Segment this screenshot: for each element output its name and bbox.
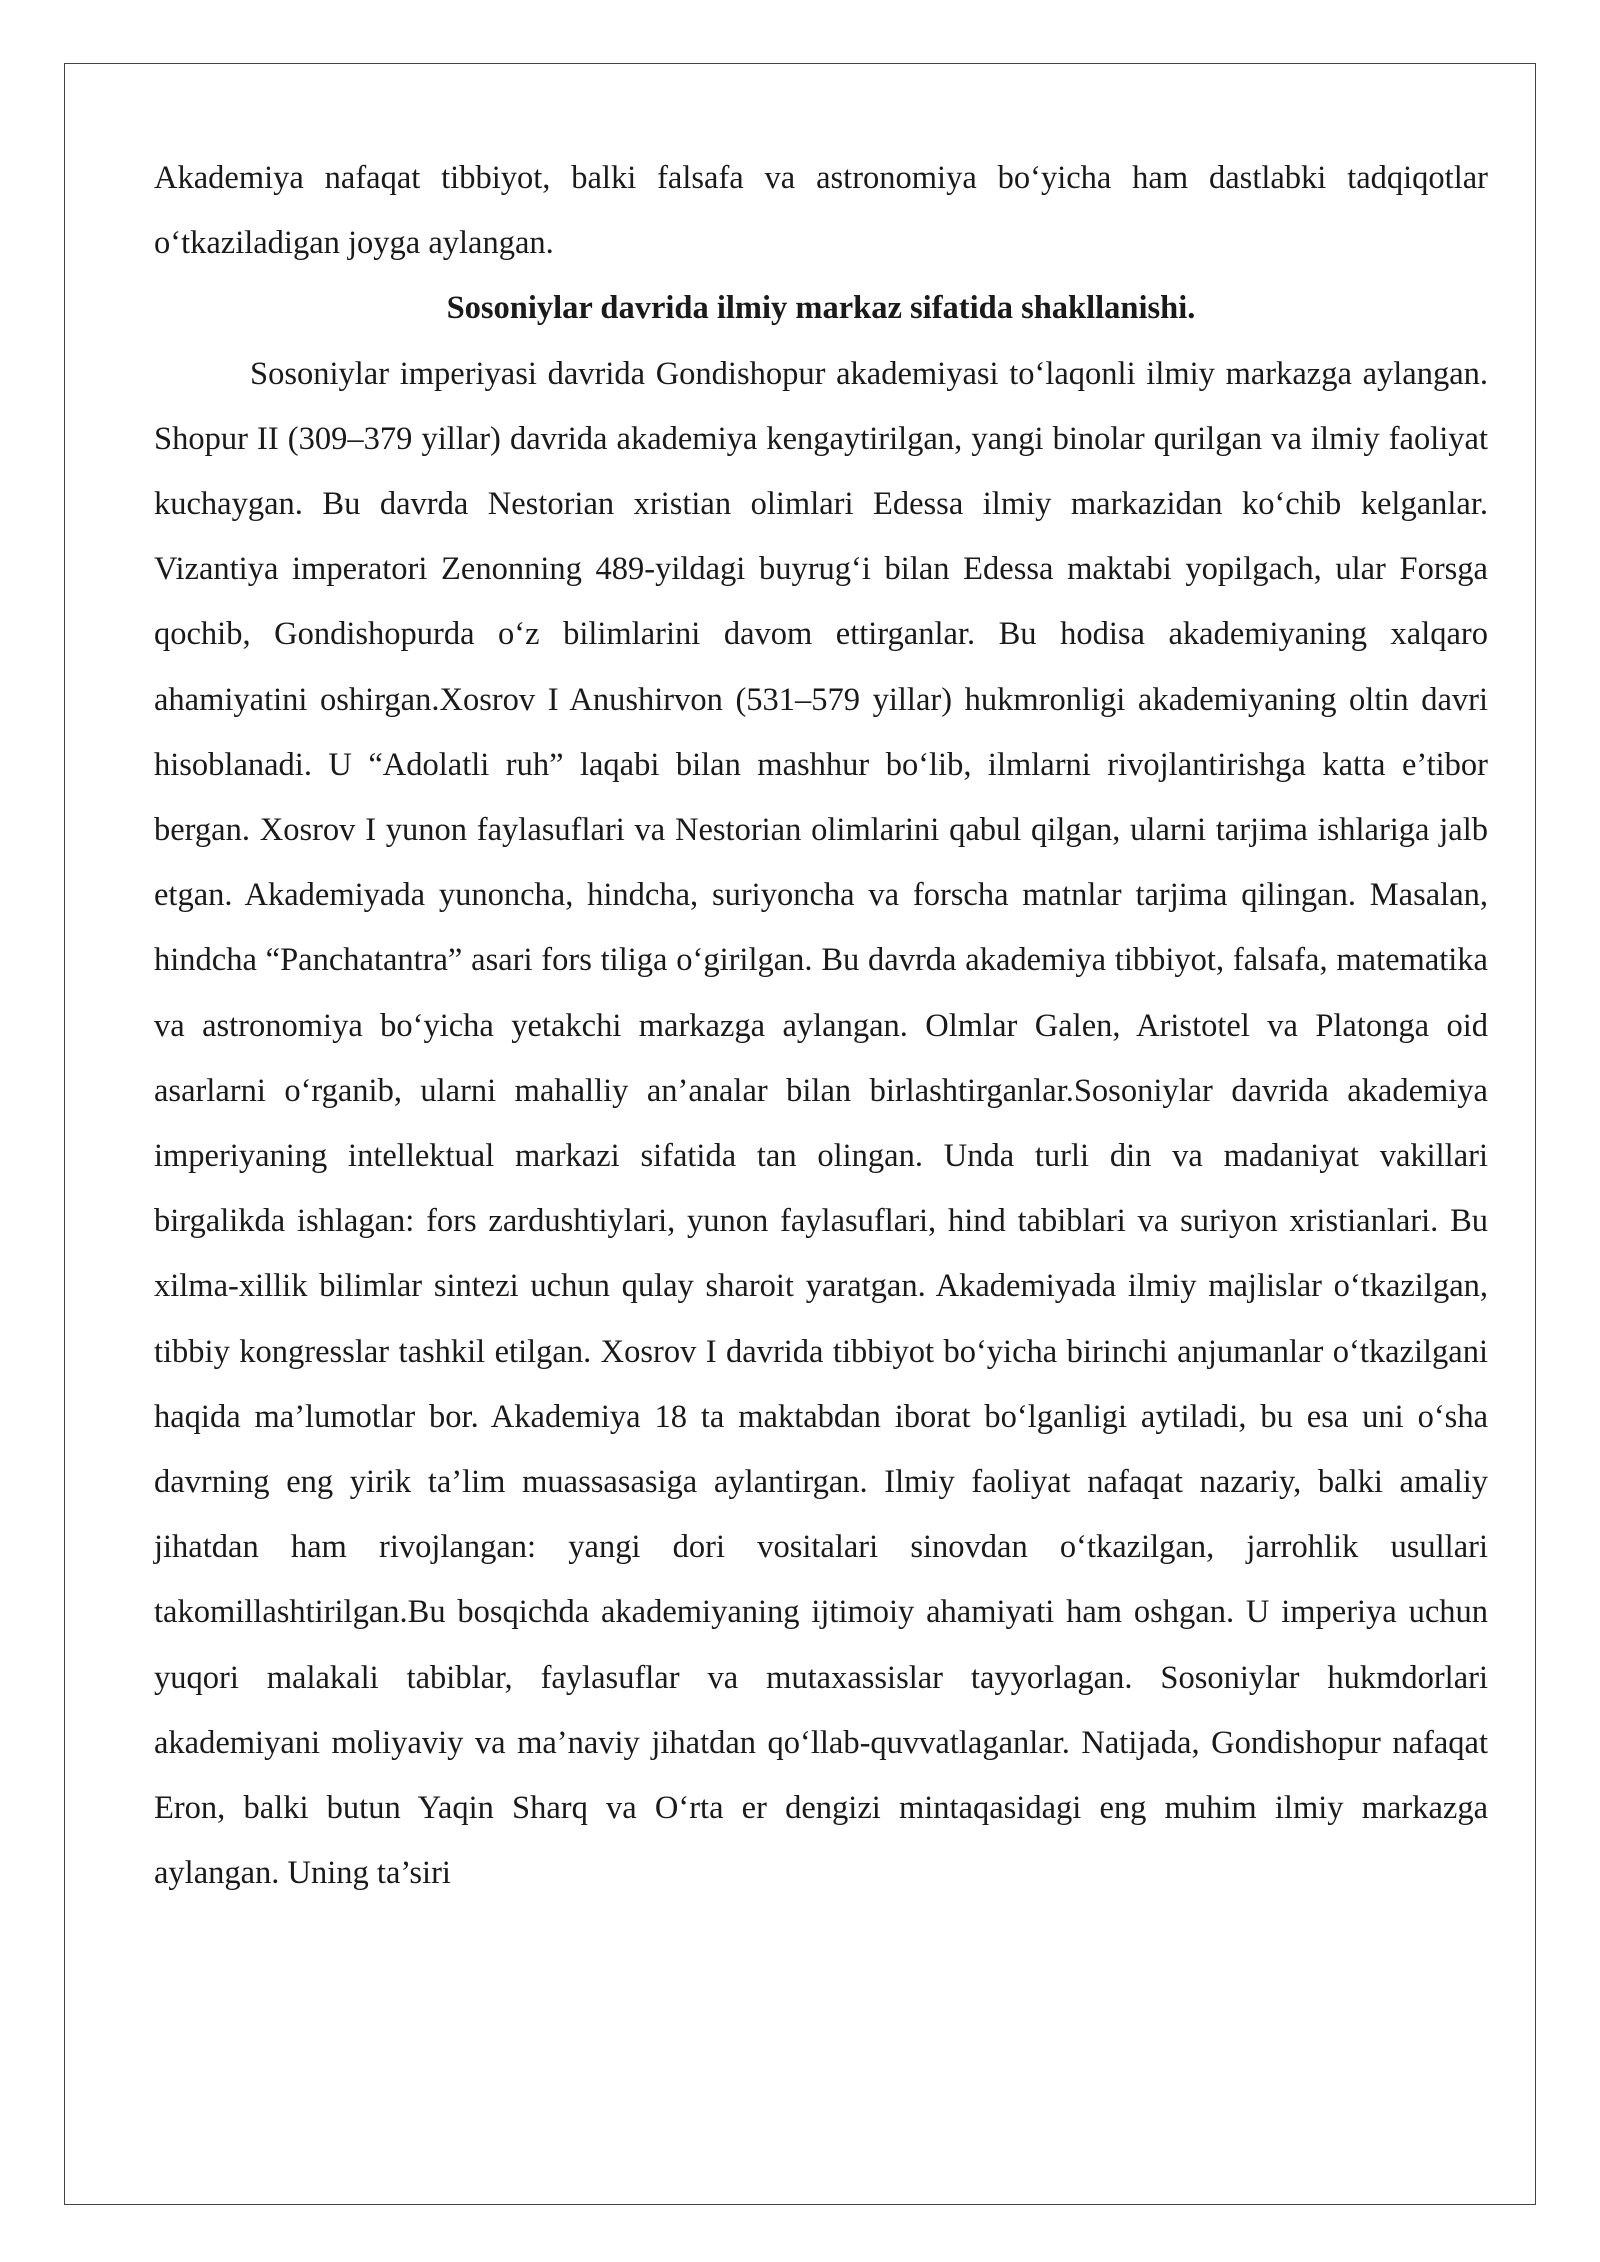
continued-paragraph: Akademiya nafaqat tibbiyot, balki falsafa va astronomiya bo‘yicha ham dastlabki tadqiqotlar o‘tkaziladigan joyga aylangan. (154, 160, 1488, 262)
document-body (154, 146, 1488, 1906)
main-paragraph: Sosoniylar imperiyasi davrida Gondishopur akademiyasi to‘laqonli ilmiy markazga aylangan. Shopur II (309–379 yillar) davrida akademiya kengaytirilgan, yangi binolar qurilgan va ilmiy faoliyat kuchaygan. Bu davrda Nestorian xristian olimlari Edessa ilmiy markazidan ko‘chib kelganlar. Vizantiya imperatori Zenonning 489-yildagi buyrug‘i bilan Edessa maktabi yopilgach, ular Forsga qochib, Gondishopurda o‘z bilimlarini davom ettirganlar. Bu hodisa akademiyaning xalqaro ahamiyatini oshirgan.Xosrov I Anushirvon (531–579 yillar) hukmronligi akademiyaning oltin davri hisoblanadi. U “Adolatli ruh” laqabi bilan mashhur bo‘lib, ilmlarni rivojlantirishga katta e’tibor bergan. Xosrov I yunon faylasuflari va Nestorian olimlarini qabul qilgan, ularni tarjima ishlariga jalb etgan. Akademiyada yunoncha, hindcha, suriyoncha va forscha matnlar tarjima qilingan. Masalan, hindcha “Panchatantra” asari fors tiliga o‘girilgan. Bu davrda akademiya tibbiyot, falsafa, matematika va astronomiya bo‘yicha yetakchi markazga aylangan. Olmlar Galen, Aristotel va Platonga oid asarlarni o‘rganib, ularni mahalliy an’analar bilan birlashtirganlar.Sosoniylar davrida akademiya imperiyaning intellektual markazi sifatida tan olingan. Unda turli din va madaniyat vakillari birgalikda ishlagan: fors zardushtiylari, yunon faylasuflari, hind tabiblari va suriyon xristianlari. Bu xilma-xillik bilimlar sintezi uchun qulay sharoit yaratgan. Akademiyada ilmiy majlislar o‘tkazilgan, tibbiy kongresslar tashkil etilgan. Xosrov I davrida tibbiyot bo‘yicha birinchi anjumanlar o‘tkazilgani haqida ma’lumotlar bor. Akademiya 18 ta maktabdan iborat bo‘lganligi aytiladi, bu esa uni o‘sha davrning eng yirik ta’lim muassasasiga aylantirgan. Ilmiy faoliyat nafaqat nazariy, balki amaliy jihatdan ham rivojlangan: yangi dori vositalari sinovdan o‘tkazilgan, jarrohlik usullari takomillashtirilgan.Bu bosqichda akademiyaning ijtimoiy ahamiyati ham oshgan. U imperiya uchun yuqori malakali tabiblar, faylasuflar va mutaxassislar tayyorlagan. Sosoniylar hukmdorlari akademiyani moliyaviy va ma’naviy jihatdan qo‘llab-quvvatlaganlar. Natijada, Gondishopur nafaqat Eron, balki butun Yaqin Sharq va O‘rta er dengizi mintaqasidagi eng muhim ilmiy markazga aylangan. Uning ta’siri (154, 355, 1488, 1892)
section-heading: Sosoniylar davrida ilmiy markaz sifatida shakllanishi. (446, 290, 1196, 327)
